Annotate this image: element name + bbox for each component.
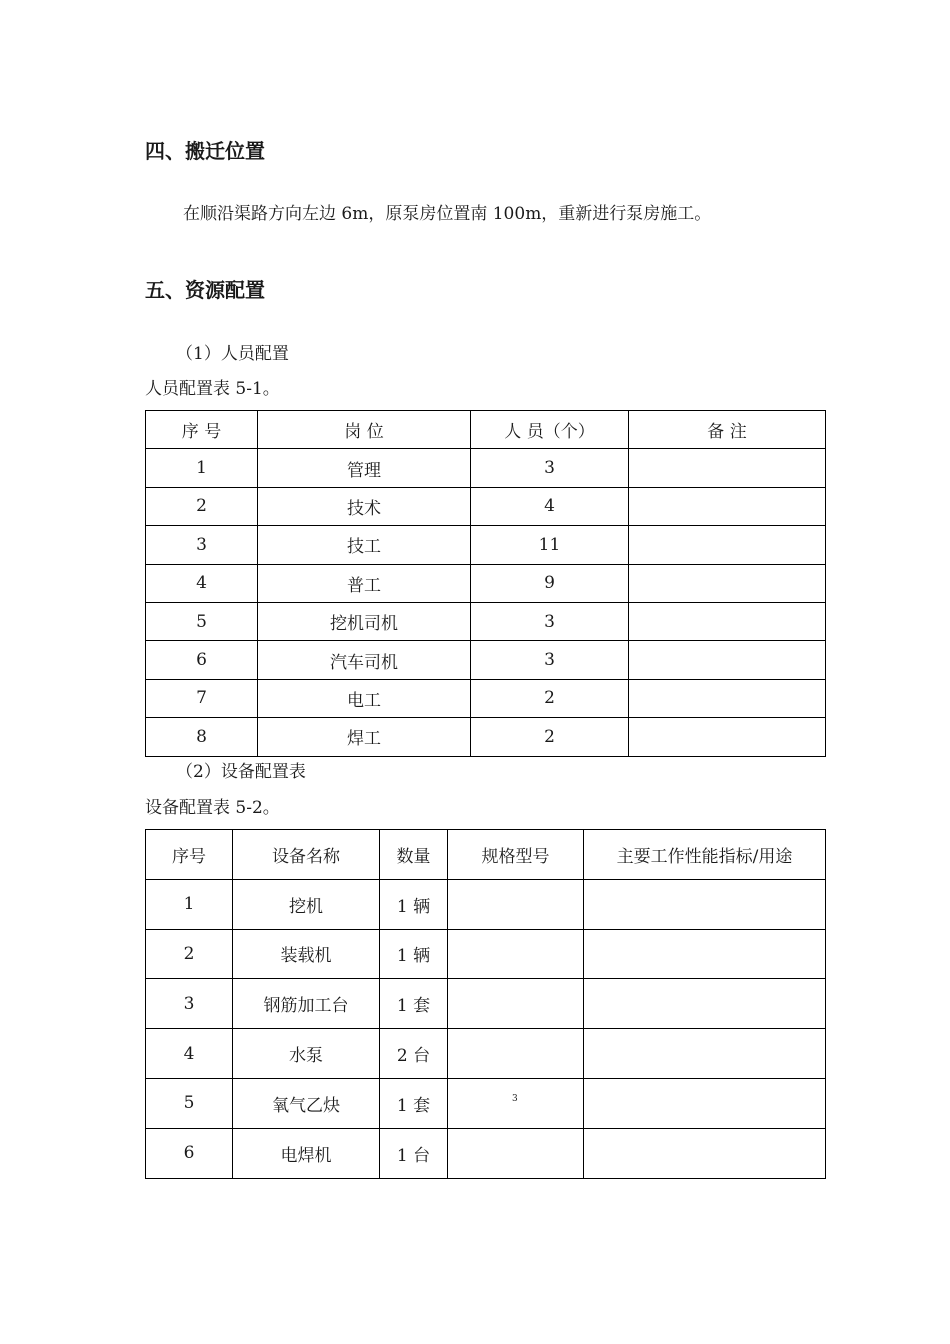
table-cell: 技术 [258, 487, 471, 525]
table-cell: 普工 [258, 564, 471, 602]
table-cell [448, 879, 584, 929]
section-4-text: 在顺沿渠路方向左边 6m，原泵房位置南 100m，重新进行泵房施工。 [183, 204, 712, 224]
table-cell: 3 [146, 979, 233, 1029]
table-cell: 2 [471, 679, 629, 717]
table-row [146, 718, 826, 756]
section-4-heading: 四、搬迁位置 [145, 139, 265, 163]
table-row [146, 487, 826, 525]
table-cell [629, 641, 826, 679]
equipment-table-caption: 设备配置表 5-2。 [145, 798, 280, 818]
section-5-heading: 五、资源配置 [145, 278, 265, 302]
table-cell [448, 979, 584, 1029]
personnel-subheading: （1）人员配置 [176, 344, 289, 364]
header-cell: 序号 [146, 830, 233, 880]
table-header-row [146, 830, 826, 880]
table-cell: 汽车司机 [258, 641, 471, 679]
table-cell: 氧气乙炔 [233, 1078, 380, 1128]
table-cell [584, 1128, 826, 1178]
personnel-table [145, 410, 826, 757]
table-cell: 1 辆 [380, 929, 448, 979]
table-cell: 装载机 [233, 929, 380, 979]
table-cell: 1 [146, 449, 258, 487]
table-row [146, 641, 826, 679]
header-cell: 规格型号 [448, 830, 584, 880]
table-cell: 3 [146, 526, 258, 564]
table-cell [448, 1029, 584, 1079]
table-row [146, 929, 826, 979]
table-cell: 3 [471, 449, 629, 487]
table-header-row [146, 411, 826, 449]
table-cell: 2 [146, 487, 258, 525]
table-cell [448, 929, 584, 979]
table-cell [584, 879, 826, 929]
table-cell: 4 [471, 487, 629, 525]
header-cell: 人 员（个） [471, 411, 629, 449]
table-row [146, 449, 826, 487]
table-cell: 挖机司机 [258, 602, 471, 640]
table-cell: 技工 [258, 526, 471, 564]
header-cell: 设备名称 [233, 830, 380, 880]
table-cell [629, 449, 826, 487]
table-cell: 管理 [258, 449, 471, 487]
table-row [146, 979, 826, 1029]
table-cell: 水泵 [233, 1029, 380, 1079]
table-cell: 1 [146, 879, 233, 929]
table-cell: 钢筋加工台 [233, 979, 380, 1029]
header-cell: 备 注 [629, 411, 826, 449]
table-cell: 1 台 [380, 1128, 448, 1178]
header-cell: 岗 位 [258, 411, 471, 449]
table-row [146, 1029, 826, 1079]
table-row [146, 1128, 826, 1178]
table-cell [448, 1128, 584, 1178]
table-cell: 4 [146, 564, 258, 602]
table-cell: 3 [471, 602, 629, 640]
table-row [146, 679, 826, 717]
table-cell: 7 [146, 679, 258, 717]
table-cell: 5 [146, 602, 258, 640]
table-cell: 4 [146, 1029, 233, 1079]
table-row [146, 1078, 826, 1128]
table-cell [629, 487, 826, 525]
table-cell [584, 979, 826, 1029]
table-cell: 11 [471, 526, 629, 564]
table-cell [629, 526, 826, 564]
table-cell: 1 套 [380, 1078, 448, 1128]
table-cell [629, 602, 826, 640]
table-cell: 9 [471, 564, 629, 602]
table-cell [584, 1078, 826, 1128]
equipment-subheading: （2）设备配置表 [176, 762, 306, 782]
header-cell: 序 号 [146, 411, 258, 449]
personnel-table-caption: 人员配置表 5-1。 [145, 379, 280, 399]
table-row [146, 526, 826, 564]
table-cell [448, 1078, 584, 1128]
table-cell [584, 929, 826, 979]
table-cell: 2 [146, 929, 233, 979]
table-row [146, 564, 826, 602]
table-cell [629, 564, 826, 602]
stray-mark: 3 [512, 1093, 518, 1104]
table-cell: 3 [471, 641, 629, 679]
table-cell: 2 台 [380, 1029, 448, 1079]
table-cell: 5 [146, 1078, 233, 1128]
header-cell: 主要工作性能指标/用途 [584, 830, 826, 880]
table-row [146, 602, 826, 640]
table-cell: 焊工 [258, 718, 471, 756]
table-cell: 6 [146, 1128, 233, 1178]
table-row [146, 879, 826, 929]
table-cell: 1 套 [380, 979, 448, 1029]
table-cell: 电焊机 [233, 1128, 380, 1178]
table-cell: 6 [146, 641, 258, 679]
table-cell: 挖机 [233, 879, 380, 929]
table-cell [584, 1029, 826, 1079]
table-cell [629, 679, 826, 717]
table-cell: 2 [471, 718, 629, 756]
table-cell: 电工 [258, 679, 471, 717]
table-cell [629, 718, 826, 756]
table-cell: 8 [146, 718, 258, 756]
table-cell: 1 辆 [380, 879, 448, 929]
header-cell: 数量 [380, 830, 448, 880]
equipment-table [145, 829, 826, 1179]
